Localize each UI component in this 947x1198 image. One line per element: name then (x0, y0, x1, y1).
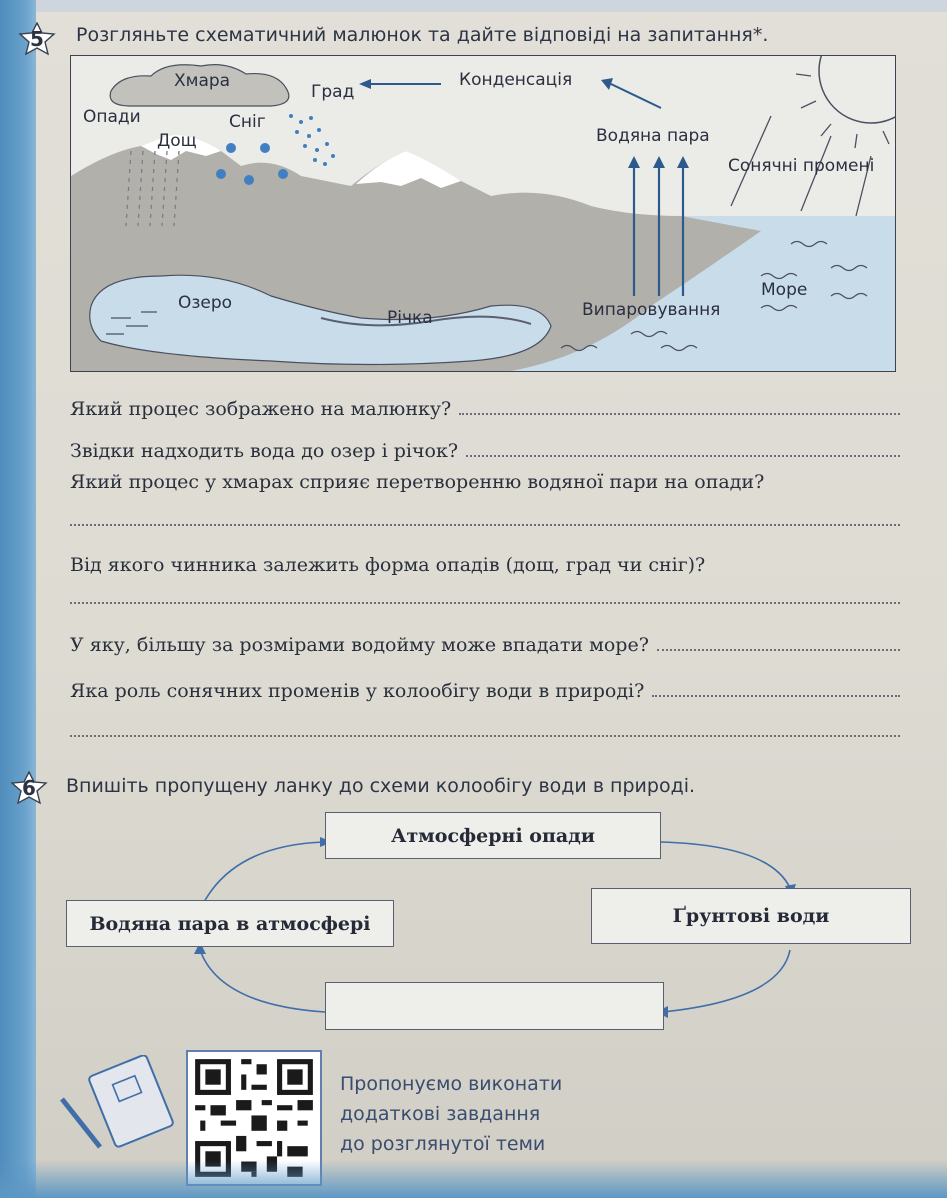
task-6-number: 6 (22, 776, 36, 800)
sea-label: Море (761, 280, 808, 300)
question-1 (70, 390, 900, 420)
question-1-text: Який процес зображено на малюнку? (70, 398, 452, 420)
question-5 (70, 626, 900, 656)
scheme-box-precipitation: Атмосферні опади (325, 812, 661, 859)
task-5-title: Розгляньте схематичний малюнок та дайте відповіді на запитання*. (76, 24, 769, 46)
answer-1-dotted-line[interactable] (459, 413, 900, 415)
answer-4-dotted-line[interactable] (70, 602, 900, 604)
task-5-number-badge (18, 22, 56, 56)
arrow-precipitation-to-groundwater (660, 842, 790, 888)
question-6-text: Яка роль сонячних променів у колообігу води в природі? (70, 680, 645, 702)
arrow-groundwater-to-missing (662, 950, 790, 1012)
scheme-box-water-vapor: Водяна пара в атмосфері (66, 900, 394, 947)
evaporation-label: Випаровування (582, 300, 721, 320)
lake-label: Озеро (178, 293, 233, 313)
question-5-text: У яку, більшу за розмірами водойму може впадати море? (70, 634, 649, 656)
task-6-title: Впишіть пропущену ланку до схеми колообігу води в природі. (66, 775, 696, 797)
scheme-box-groundwater: Ґрунтові води (591, 888, 911, 944)
rain-label: Дощ (157, 131, 197, 151)
answer-6-dotted-line[interactable] (652, 695, 900, 697)
answer-2-dotted-line[interactable] (466, 455, 900, 457)
question-3-text: Який процес у хмарах сприяє перетворенню водяної пари на опади? (70, 471, 765, 493)
sun-rays-label: Сонячні промені (728, 156, 875, 176)
question-2-text: Звідки надходить вода до озер і річок? (70, 440, 459, 462)
answer-3-dotted-line[interactable] (70, 524, 900, 526)
question-2 (70, 432, 900, 462)
answer-5-dotted-line[interactable] (657, 649, 900, 651)
promo-line-1: Пропонуємо виконати (340, 1073, 563, 1095)
precipitation-label: Опади (83, 107, 141, 127)
condensation-label: Конденсація (459, 70, 573, 90)
question-3 (70, 463, 900, 493)
page-bottom-shadow (0, 1160, 947, 1198)
answer-6-extra-dotted-line[interactable] (70, 735, 900, 737)
promo-line-2: додаткові завдання (340, 1103, 541, 1125)
task-5-number: 5 (30, 27, 44, 51)
question-4-text: Від якого чинника залежить форма опадів (дощ, град чи сніг)? (70, 554, 706, 576)
water-cycle-illustration (71, 56, 895, 371)
water-vapor-label: Водяна пара (596, 126, 710, 146)
promo-line-3: до розглянутої теми (340, 1133, 546, 1155)
previous-task-strip (36, 0, 947, 12)
question-6 (70, 672, 900, 702)
cloud-label: Хмара (174, 71, 231, 91)
notebook-pen-icon (60, 1055, 180, 1155)
question-4 (70, 546, 900, 576)
water-cycle-diagram (70, 55, 896, 372)
hail-label: Град (311, 82, 355, 102)
scheme-box-missing-link[interactable] (325, 982, 664, 1030)
snow-label: Сніг (229, 112, 266, 132)
arrow-missing-to-vapor (200, 950, 325, 1012)
river-label: Річка (387, 308, 433, 328)
